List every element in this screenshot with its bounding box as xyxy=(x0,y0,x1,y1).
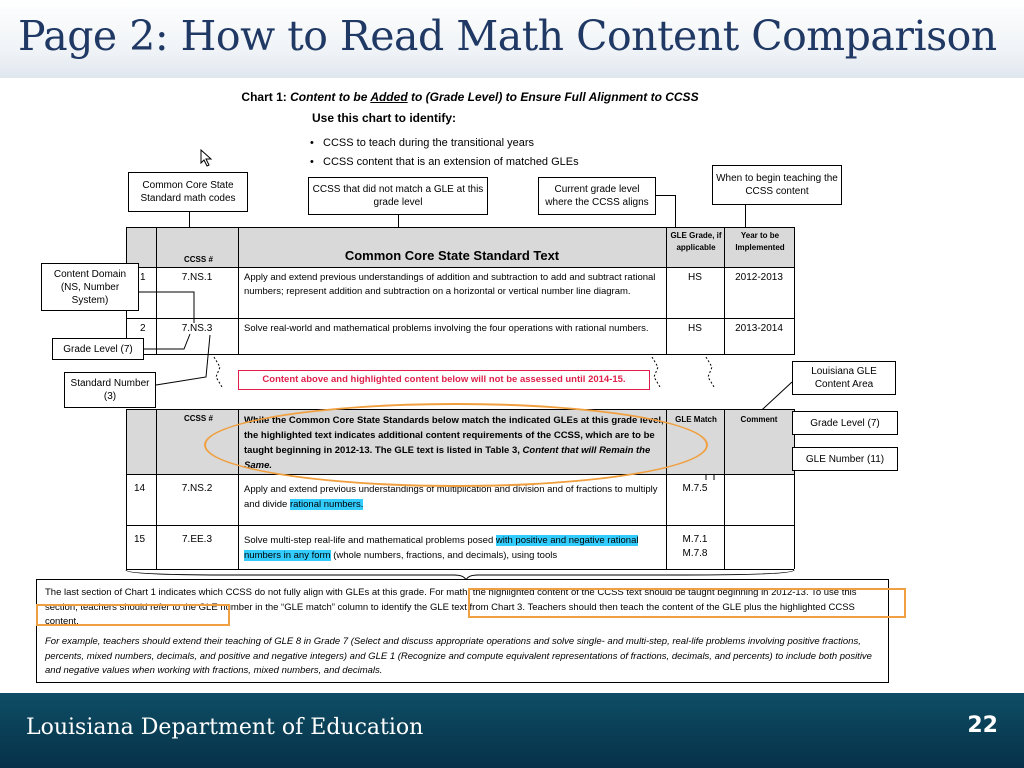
row-year: 2012-2013 xyxy=(735,272,783,283)
callout-grade-level-left: Grade Level (7) xyxy=(52,338,144,360)
callout-standard-number: Standard Number (3) xyxy=(64,372,156,408)
header-gle-grade: GLE Grade, if applicable xyxy=(670,231,722,252)
chart-heading: Chart 1: Content to be Added to (Grade Level) to Ensure Full Alignment to CCSS xyxy=(241,90,699,104)
use-chart-label: Use this chart to identify: xyxy=(311,111,457,125)
bullet-item: • CCSS to teach during the transitional years xyxy=(310,137,534,149)
footer-bar xyxy=(0,693,1024,768)
highlight-ellipse xyxy=(204,403,708,487)
row-text: Solve multi-step real-life and mathematical problems posed with positive and negative rational numbers in any form (whole numbers, fractions, and decimals), using tools xyxy=(244,535,639,561)
page-number: 22 xyxy=(967,713,998,738)
notice-text: Content above and highlighted content below will not be assessed until 2014-15. xyxy=(262,374,626,385)
callout-when-to-begin: When to begin teaching the CCSS content xyxy=(712,165,842,205)
row-grade: HS xyxy=(688,323,702,334)
row-num: 2 xyxy=(140,323,146,334)
row-num: 1 xyxy=(140,272,146,283)
mid-header-comment: Comment xyxy=(740,415,778,424)
highlight-rect-right xyxy=(468,588,906,618)
mid-header-text: While the Common Core State Standards below match the indicated GLEs at this grade level, the highlighted text indicates additional content requirements of the CCSS, which are to be taught beginning in 2012-13. The GLE text is listed in Table 3, Content that will Remain the Same. xyxy=(244,415,664,471)
row-text: Apply and extend previous understandings of multiplication and division and of fractions to multiply and divide rational numbers. xyxy=(244,484,658,510)
highlight-rect-left xyxy=(36,604,230,626)
row-grade: HS xyxy=(688,272,702,283)
header-text: Common Core State Standard Text xyxy=(344,248,560,263)
title-bar xyxy=(0,0,1024,78)
table-border xyxy=(126,409,127,569)
row-year: 2013-2014 xyxy=(735,323,783,334)
row-ccss: 7.NS.1 xyxy=(181,272,213,283)
row-text: Solve real-world and mathematical problems involving the four operations with rational numbers. xyxy=(244,323,649,334)
callout-current-grade: Current grade level where the CCSS aligns xyxy=(538,177,656,215)
document-image xyxy=(34,85,906,685)
row-text: Apply and extend previous understandings of addition and subtraction to add and subtract rational numbers; represent addition and subtraction on a horizontal or vertical number line diagram. xyxy=(244,272,656,297)
row-gle: M.7.5 xyxy=(682,483,708,494)
row-gle: M.7.1 M.7.8 xyxy=(682,534,708,559)
slide-title: Page 2: How to Read Math Content Comparison xyxy=(18,12,997,60)
row-num: 15 xyxy=(134,534,146,545)
row-ccss: 7.NS.2 xyxy=(181,483,213,494)
mid-header-ccss: CCSS # xyxy=(184,414,213,423)
bullet-item: • CCSS content that is an extension of matched GLEs xyxy=(310,156,579,168)
row-ccss: 7.EE.3 xyxy=(181,534,213,545)
mid-header-gle-match: GLE Match xyxy=(675,415,717,424)
header-ccss: CCSS # xyxy=(184,255,213,264)
callout-content-domain: Content Domain (NS, Number System) xyxy=(41,263,139,311)
notice-box xyxy=(238,370,650,390)
header-year: Year to be Implemented xyxy=(735,231,785,252)
bottom-note-para1: The last section of Chart 1 indicates which CCSS do not fully align with GLEs at this grade. For math, the highlighted content of the CCSS text should be taught beginning in 2012-13. To use this section, teachers should refer to the GLE number in the “GLE match” column to identify the GLE text from Chart 3. Teachers should then teach the content of the GLE plus the highlighted CCSS content. xyxy=(45,587,857,627)
callout-la-gle-area: Louisiana GLE Content Area xyxy=(792,361,896,395)
callout-grade-level-right: Grade Level (7) xyxy=(792,411,898,435)
callout-gle-number: GLE Number (11) xyxy=(792,447,898,471)
callout-ccss-codes: Common Core State Standard math codes xyxy=(128,172,248,212)
callout-ccss-no-match: CCSS that did not match a GLE at this grade level xyxy=(308,177,488,215)
row-num: 14 xyxy=(134,483,146,494)
footer-org: Louisiana Department of Education xyxy=(26,715,424,740)
table-border xyxy=(126,525,794,526)
row-ccss: 7.NS.3 xyxy=(181,323,213,334)
table-border xyxy=(724,409,725,569)
bottom-note-para2: For example, teachers should extend their teaching of GLE 8 in Grade 7 (Select and discuss appropriate operations and solve single- and multi-step, real-life problems involving positive fractions, percents, mixed numbers, decimals, and positive and negative integers) and GLE 1 (Recognize and compute equivalent representations of fractions, decimals, and percents) to include both positive and negative values when working with fractions, mixed numbers, and decimals. xyxy=(45,636,872,676)
